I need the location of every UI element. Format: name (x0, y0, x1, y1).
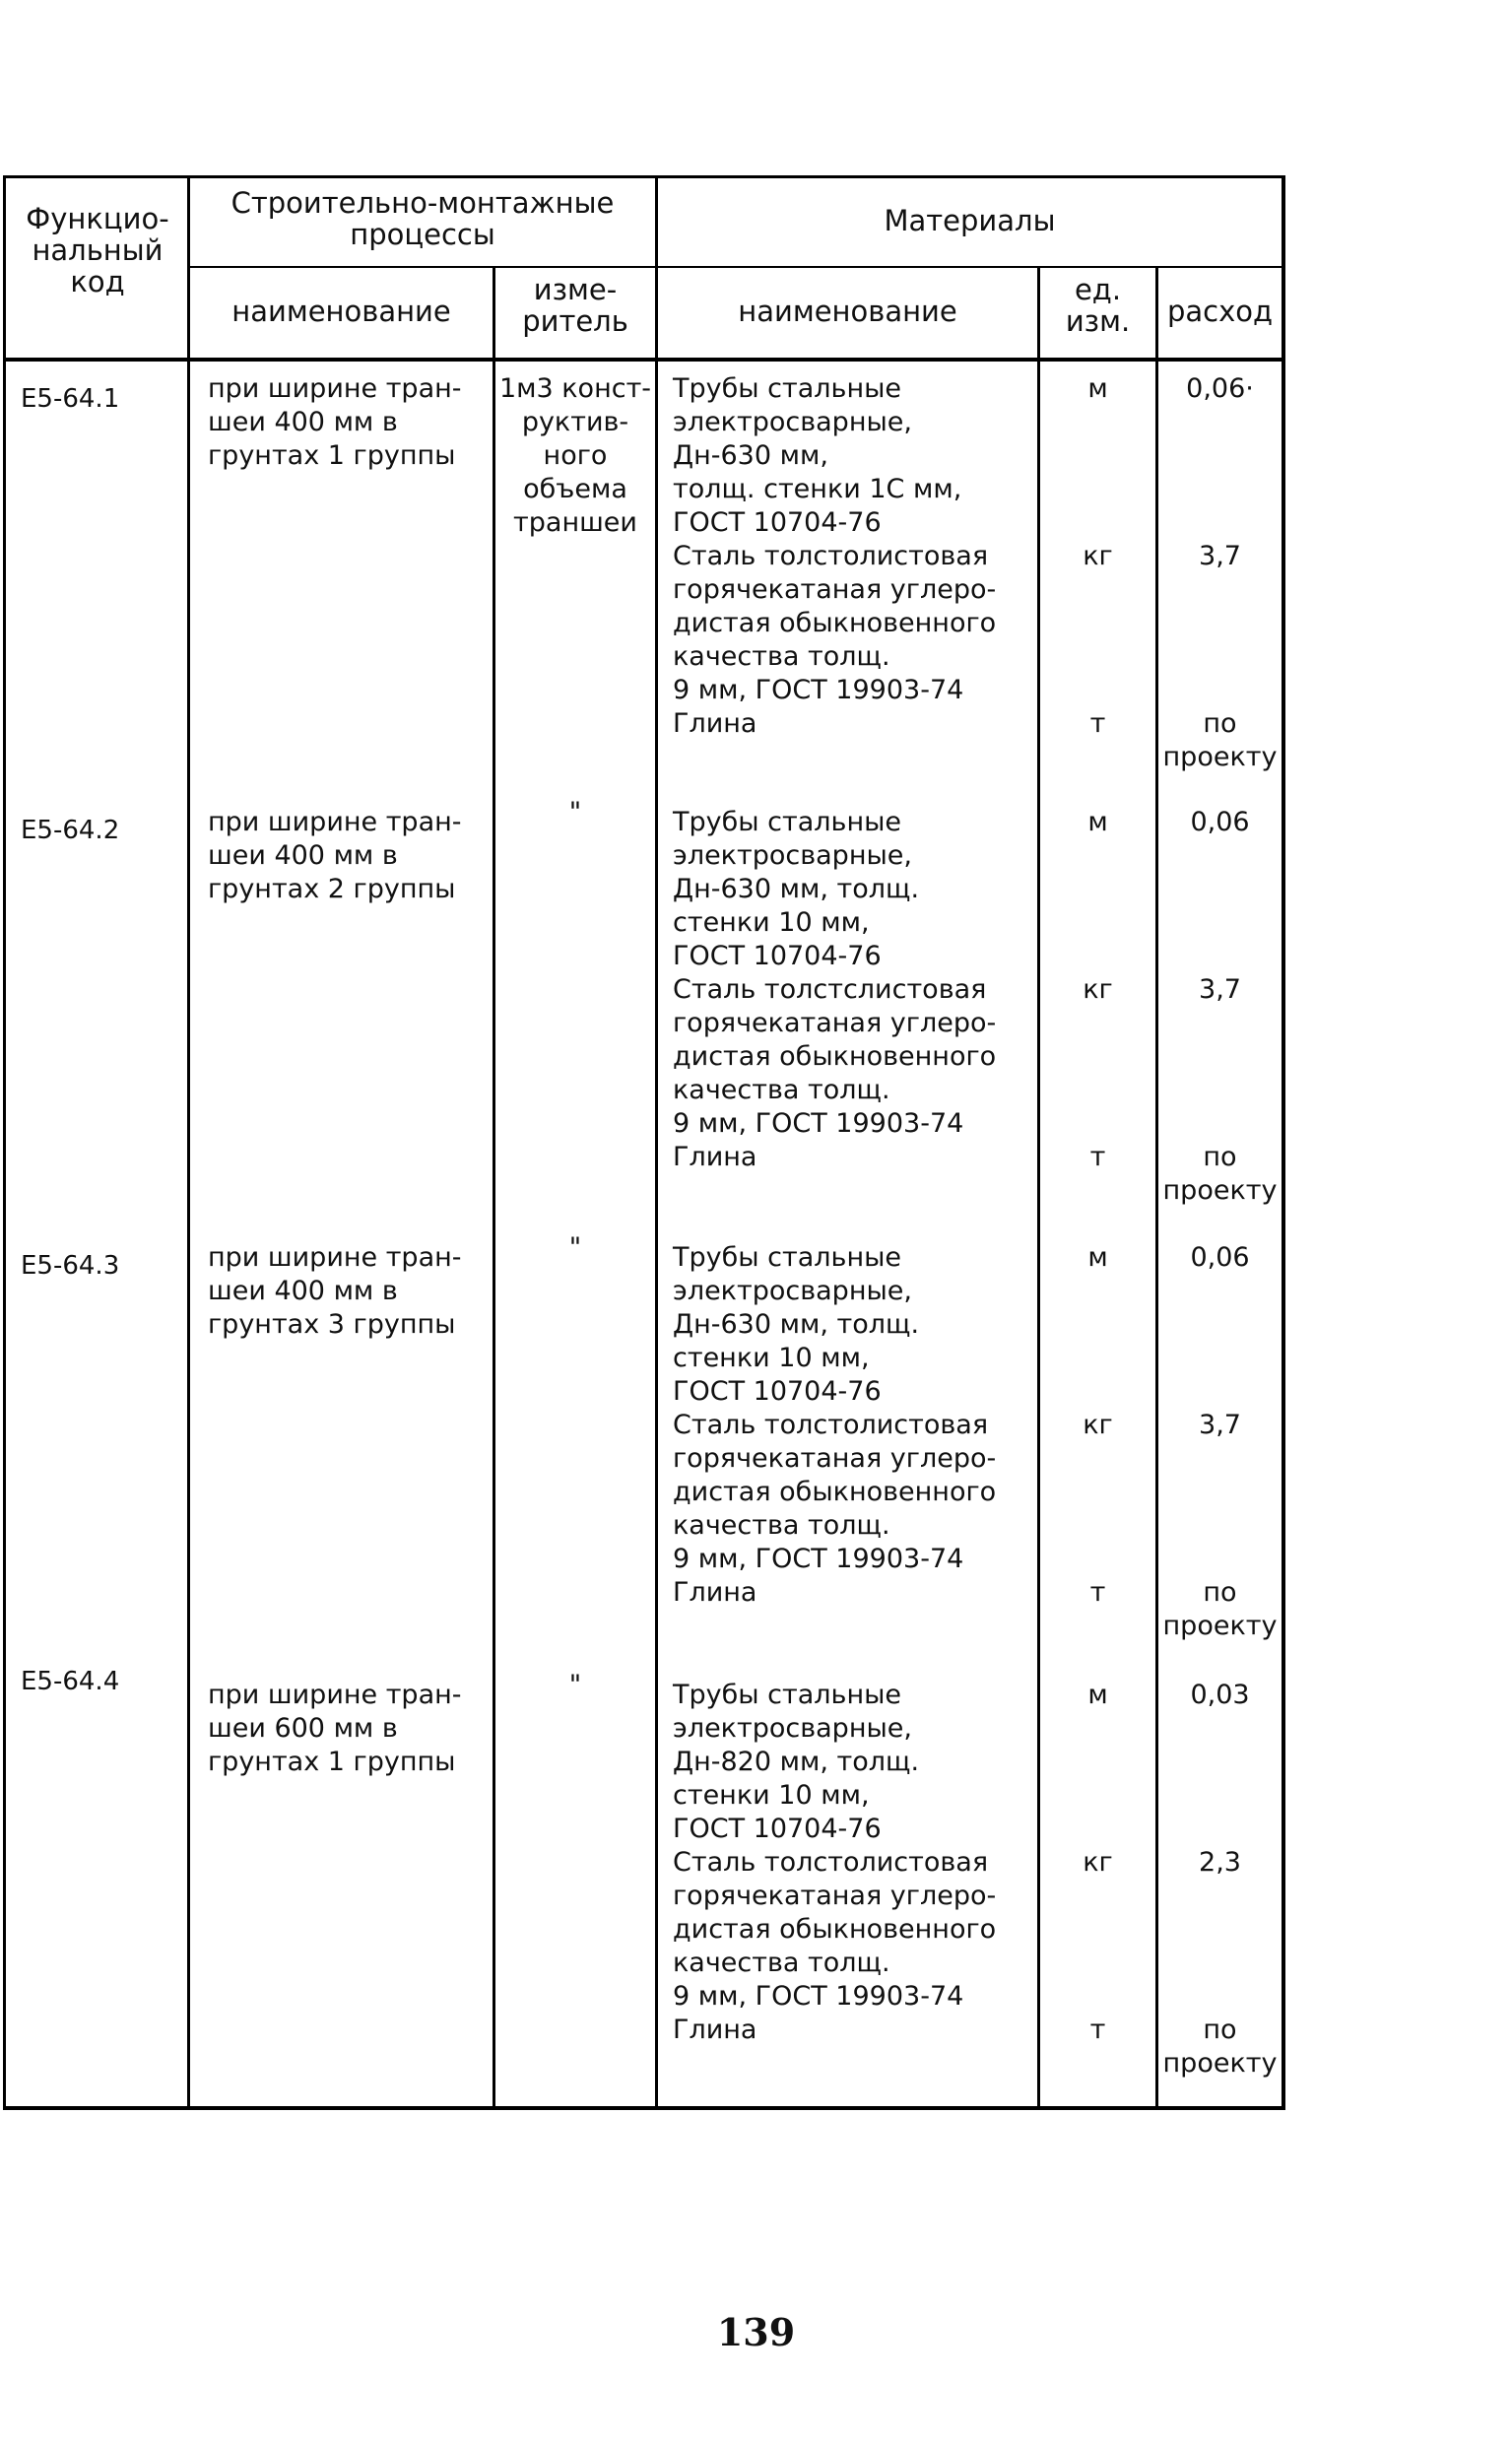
header-processes: Строительно-монтажные процессы (230, 186, 615, 251)
material-unit: м (1087, 1242, 1108, 1273)
material-rate: 0,06· (1186, 373, 1254, 404)
material-rate: 0,06 (1190, 1242, 1250, 1273)
table-border-bottom (3, 2106, 1285, 2110)
material-name: Глина (673, 708, 757, 739)
header-mat-name: наименование (738, 295, 957, 328)
col-divider-1 (187, 175, 190, 2110)
material-unit: кг (1083, 974, 1113, 1005)
header-mat-rate: расход (1166, 295, 1274, 328)
material-rate: по проекту (1162, 1577, 1278, 1641)
material-name: Глина (673, 2015, 757, 2045)
header-materials: Материалы (884, 204, 1056, 237)
material-unit: кг (1083, 1847, 1113, 1878)
material-name: Сталь толстслистовая горячекатаная углеро- дистая обыкновенного качества толщ. 9 мм, ГОСТ 19903-74 (673, 974, 997, 1139)
row-code: Е5-64.4 (21, 1667, 120, 1696)
materials-table (3, 175, 1285, 2110)
table-border-right (1282, 175, 1285, 2110)
row-code: Е5-64.3 (21, 1251, 120, 1281)
material-unit: кг (1083, 1410, 1113, 1440)
row-meter: " (568, 1232, 582, 1263)
material-rate: по проекту (1162, 2015, 1278, 2079)
header-proc-name: наименование (231, 295, 451, 328)
row-process: при ширине тран- шеи 400 мм в грунтах 2 группы (208, 807, 462, 904)
row-meter: 1м3 конст- руктив- ного объема траншеи (498, 373, 652, 538)
row-process: при ширине тран- шеи 600 мм в грунтах 1 группы (208, 1680, 462, 1777)
subheader-divider (187, 266, 1285, 268)
material-name: Глина (673, 1142, 757, 1172)
table-border-top (3, 175, 1285, 178)
material-name: Сталь толстолистовая горячекатаная углеро- дистая обыкновенного качества толщ. 9 мм, ГОСТ 19903-74 (673, 1847, 997, 2012)
material-name: Трубы стальные электросварные, Дн-820 мм, толщ. стенки 10 мм, ГОСТ 10704-76 (673, 1680, 920, 1844)
material-unit: м (1087, 1680, 1108, 1710)
material-name: Трубы стальные электросварные, Дн-630 мм, толщ. стенки 1С мм, ГОСТ 10704-76 (673, 373, 962, 538)
table-header-divider (3, 358, 1285, 362)
material-rate: 3,7 (1199, 974, 1241, 1005)
header-func-code: Функцио- нальный код (26, 202, 169, 298)
material-unit: т (1089, 2015, 1106, 2045)
material-unit: кг (1083, 541, 1113, 571)
material-unit: м (1087, 373, 1108, 404)
material-unit: т (1089, 1142, 1106, 1172)
header-proc-meter: изме- ритель (522, 273, 628, 338)
row-meter: " (568, 1670, 582, 1700)
row-code: Е5-64.2 (21, 816, 120, 845)
page-number: 139 (716, 2310, 796, 2354)
col-divider-2 (493, 266, 495, 2110)
material-name: Трубы стальные электросварные, Дн-630 мм, толщ. стенки 10 мм, ГОСТ 10704-76 (673, 1242, 920, 1407)
material-name: Сталь толстолистовая горячекатаная углеро- дистая обыкновенного качества толщ. 9 мм, ГОСТ 19903-74 (673, 541, 997, 705)
material-name: Трубы стальные электросварные, Дн-630 мм, толщ. стенки 10 мм, ГОСТ 10704-76 (673, 807, 920, 971)
material-rate: 0,03 (1190, 1680, 1250, 1710)
row-process: при ширине тран- шеи 400 мм в грунтах 1 группы (208, 373, 462, 471)
material-rate: 3,7 (1199, 541, 1241, 571)
col-divider-3 (655, 175, 658, 2110)
material-name: Глина (673, 1577, 757, 1608)
header-mat-unit: ед. изм. (1065, 273, 1131, 338)
material-unit: т (1089, 708, 1106, 739)
material-rate: 2,3 (1199, 1847, 1241, 1878)
material-name: Сталь толстолистовая горячекатаная углеро- дистая обыкновенного качества толщ. 9 мм, ГОСТ 19903-74 (673, 1410, 997, 1574)
material-rate: по проекту (1162, 1142, 1278, 1206)
row-meter: " (568, 797, 582, 827)
row-process: при ширине тран- шеи 400 мм в грунтах 3 группы (208, 1242, 462, 1340)
material-rate: 3,7 (1199, 1410, 1241, 1440)
material-unit: т (1089, 1577, 1106, 1608)
material-rate: по проекту (1162, 708, 1278, 772)
row-code: Е5-64.1 (21, 384, 120, 414)
material-rate: 0,06 (1190, 807, 1250, 837)
table-border-left (3, 175, 6, 2110)
material-unit: м (1087, 807, 1108, 837)
